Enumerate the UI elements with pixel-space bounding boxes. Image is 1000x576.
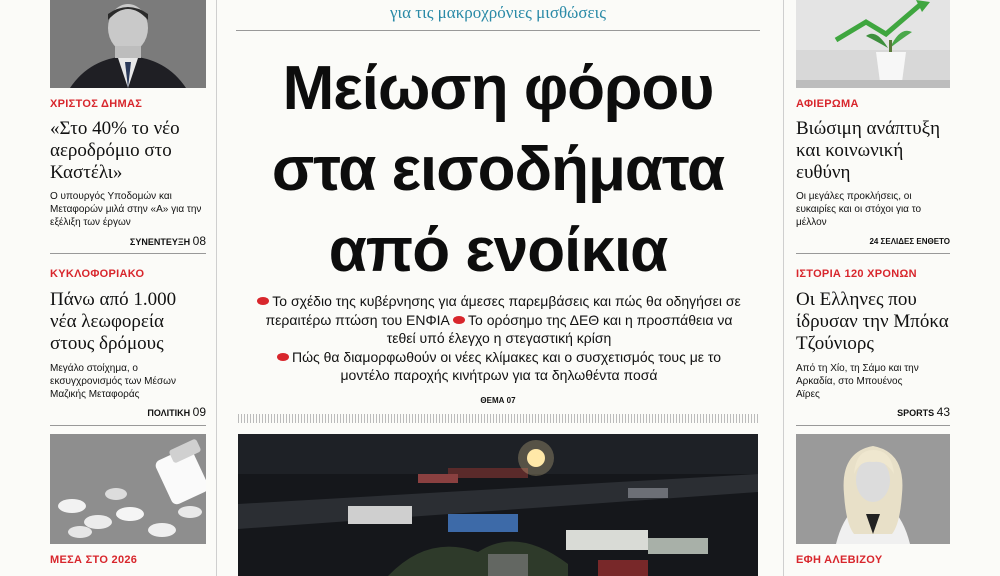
kicker-story-1: ΑΦΙΕΡΩΜΑ [796, 98, 859, 110]
ref-label: ΣΥΝΕΝΤΕΥΞΗ [129, 237, 191, 247]
left-column [50, 0, 206, 576]
separator [50, 425, 206, 426]
main-headline-line-2: στα εισοδήματα [271, 135, 725, 204]
summary-story-2: Μεγάλο στοίχημα, ο εκσυγχρονισμός των Μέσων Μαζικής Μεταφοράς [50, 363, 176, 400]
headline-story-1[interactable]: «Στο 40% το νέο αεροδρόμιο στο Καστέλι» [50, 118, 180, 183]
bullet-2: Το ορόσημο της ΔΕΘ και η προσπάθεια να τεθεί υπό έλεγχο η στεγαστική κρίση [386, 311, 733, 346]
headline-story-2[interactable]: Πάνω από 1.000 νέα λεωφορεία στους δρόμους [50, 289, 177, 354]
top-subheadline: για τις μακροχρόνιες μισθώσεις [390, 3, 606, 22]
kicker-story-2: ΚΥΚΛΟΦΟΡΙΑΚΟ [50, 268, 145, 280]
summary-story-2: Από τη Χίο, τη Σάμο και την Αρκαδία, στο Μπουένος Αϊρες [796, 363, 919, 400]
portrait-photo-minister[interactable] [50, 0, 206, 88]
column-rule-left [216, 0, 217, 576]
column-rule-right [783, 0, 784, 576]
separator [50, 253, 206, 254]
kicker-story-2: ΙΣΤΟΡΙΑ 120 ΧΡΟΝΩΝ [796, 268, 917, 280]
main-headline-line-1: Μείωση φόρου [282, 54, 714, 123]
kicker-story-3: ΕΦΗ ΑΛΕΒΙΖΟΥ [796, 554, 883, 566]
summary-story-1: Ο υπουργός Υποδομών και Μεταφορών μιλά στην «Α» για την εξέλιξη των έργων [50, 191, 202, 228]
separator [796, 253, 950, 254]
portrait-photo-woman[interactable] [796, 434, 950, 544]
ref-label: ΘΕΜΑ [480, 396, 505, 405]
page-ref-story-1[interactable] [796, 237, 950, 246]
separator [796, 425, 950, 426]
bullet-3: Πώς θα διαμορφωθούν οι νέες κλίμακες και ο συσχετισμός τους με το μοντέλο παροχής κινήτρων για τα δηλωθέντα ποσά [291, 348, 722, 383]
kicker-story-1: ΧΡΙΣΤΟΣ ΔΗΜΑΣ [50, 98, 143, 110]
headline-story-2[interactable]: Οι Ελληνες που ίδρυσαν την Μπόκα Τζούνιορς [796, 289, 949, 354]
summary-story-1: Οι μεγάλες προκλήσεις, οι ευκαιρίες και οι στόχοι για το μέλλον [796, 191, 922, 228]
page-ref-story-2[interactable] [50, 405, 206, 419]
ref-page: 09 [192, 405, 206, 419]
ref-label: SPORTS [897, 408, 935, 418]
lead-photo-train-crash[interactable] [238, 434, 758, 576]
page-ref-story-2[interactable] [796, 405, 950, 419]
headline-story-1[interactable]: Βιώσιμη ανάπτυξη και κοινωνική ευθύνη [796, 118, 941, 183]
bullet-icon [277, 353, 289, 361]
lead-bullets [256, 292, 742, 385]
ref-page: 07 [506, 396, 516, 405]
lead-story [236, 0, 760, 576]
hatch-divider [238, 414, 758, 423]
page-ref-lead[interactable] [236, 396, 760, 405]
ref-label: ΠΟΛΙΤΙΚΗ [147, 408, 191, 418]
page-ref-story-1[interactable] [50, 234, 206, 248]
ref-label: 24 ΣΕΛΙΔΕΣ ΕΝΘΕΤΟ [869, 237, 950, 246]
right-column [796, 0, 950, 576]
ref-page: 43 [936, 405, 950, 419]
pills-photo[interactable] [50, 434, 206, 544]
main-headline-line-3: από ενοίκια [328, 216, 668, 285]
bullet-1: Το σχέδιο της κυβέρνησης για άμεσες παρεμβάσεις και πώς θα οδηγήσει σε περαιτέρω πτώση του ΕΝΦΙΑ [265, 293, 741, 328]
separator [236, 30, 760, 31]
bullet-icon [453, 316, 465, 324]
kicker-story-3: ΜΕΣΑ ΣΤΟ 2026 [50, 554, 138, 566]
bullet-icon [257, 297, 269, 305]
plant-growth-photo[interactable] [796, 0, 950, 88]
ref-page: 08 [192, 234, 206, 248]
main-headline[interactable] [236, 48, 760, 291]
